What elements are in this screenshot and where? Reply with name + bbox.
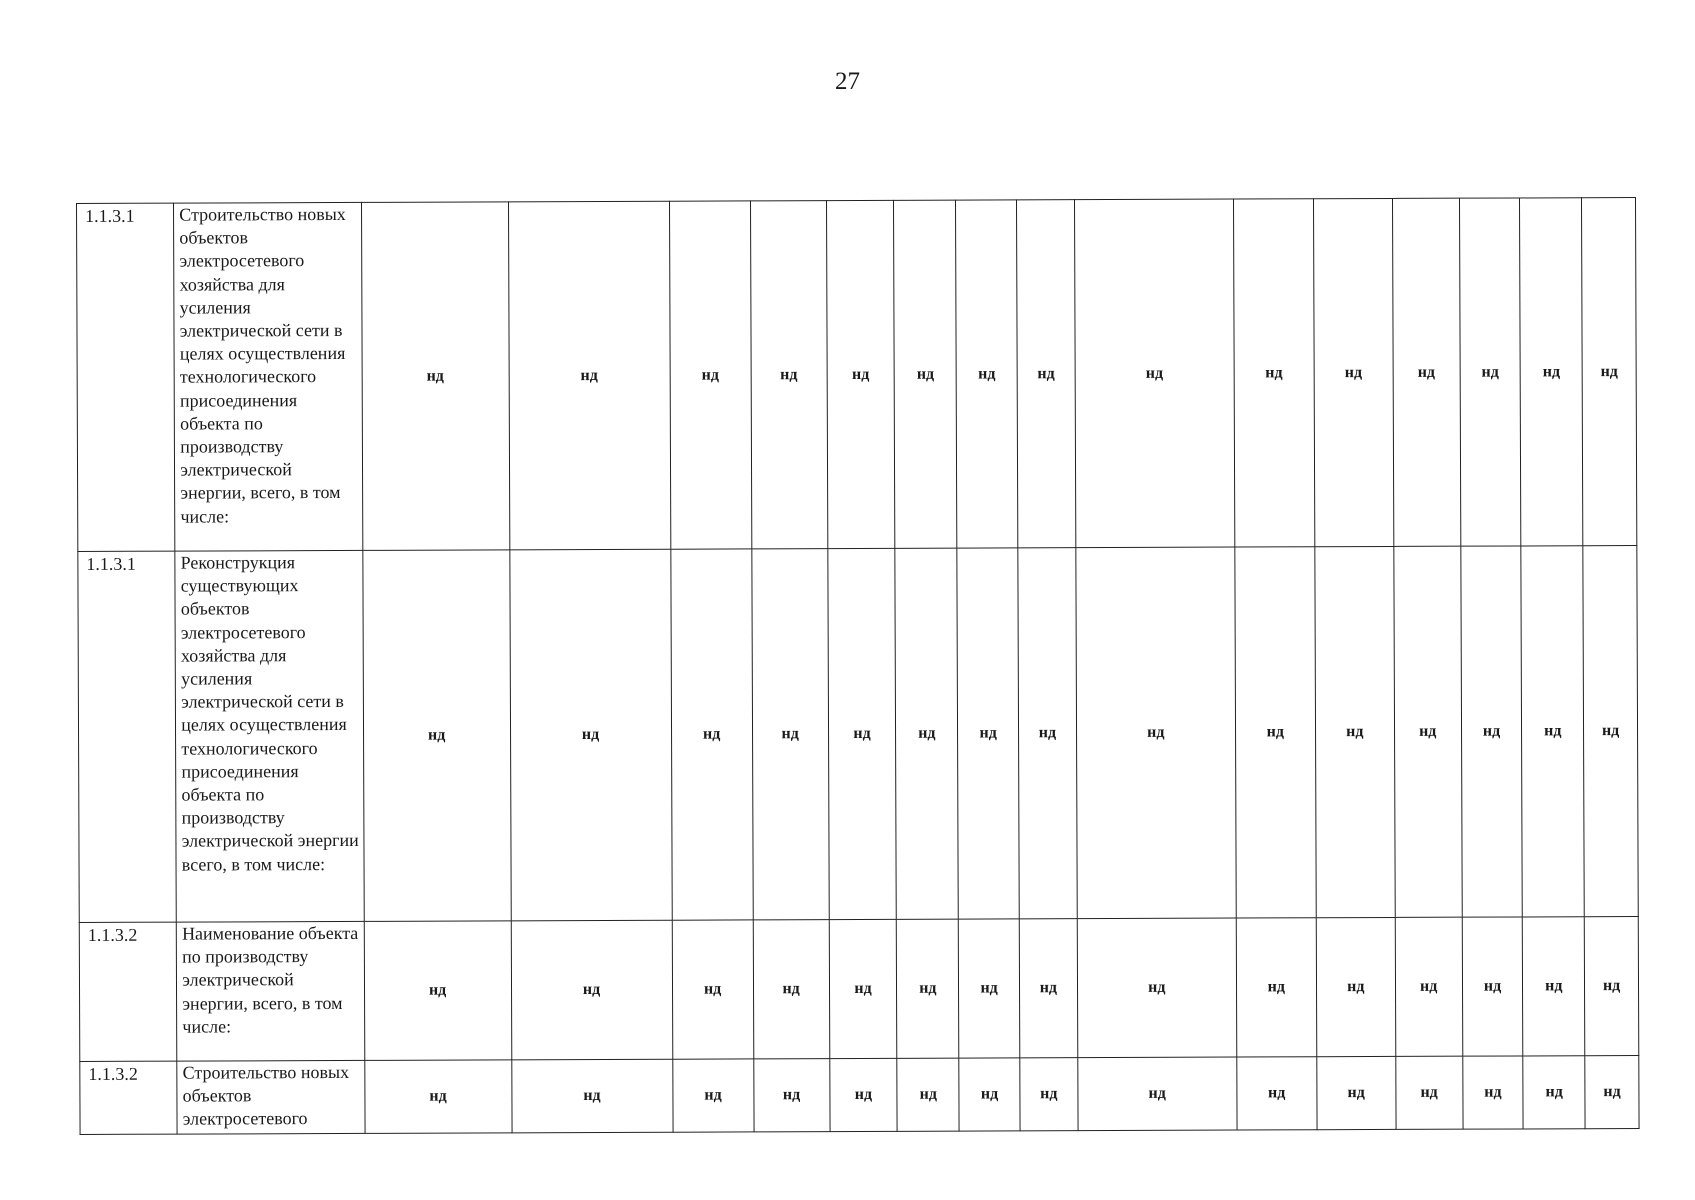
- value-cell: нд: [956, 200, 1018, 548]
- row-description-cell: Строительство новых объектов электросетевого: [177, 1060, 365, 1134]
- value-cell: нд: [895, 548, 958, 919]
- value-cell: нд: [511, 1059, 672, 1133]
- value-cell: нд: [1582, 198, 1637, 546]
- value-cell: нд: [897, 1058, 959, 1131]
- value-cell: нд: [1237, 1057, 1317, 1130]
- row-description-cell: Реконструкция существующих объектов электросетевого хозяйства для усиления электрической сети в целях осуществления технологического присоединения объекта по производству электрической энергии всего, в том числе:: [175, 550, 364, 922]
- value-cell: нд: [1523, 917, 1585, 1056]
- value-cell: нд: [1020, 1058, 1078, 1131]
- row-code-cell: 1.1.3.1: [78, 551, 177, 922]
- value-cell: нд: [1459, 198, 1521, 546]
- table-row: [77, 198, 1637, 552]
- value-cell: нд: [364, 921, 511, 1061]
- value-cell: нд: [1395, 917, 1462, 1056]
- page-number: 27: [835, 68, 860, 95]
- data-table: [76, 197, 1640, 1135]
- value-cell: нд: [1077, 918, 1237, 1058]
- value-cell: нд: [827, 548, 896, 919]
- value-cell: нд: [1462, 1056, 1523, 1129]
- value-cell: нд: [897, 919, 959, 1058]
- value-cell: нд: [361, 202, 509, 551]
- value-cell: нд: [1584, 917, 1638, 1056]
- value-cell: нд: [1317, 1056, 1396, 1129]
- value-cell: нд: [829, 1058, 897, 1131]
- value-cell: нд: [1462, 917, 1523, 1056]
- value-cell: нд: [1016, 200, 1075, 548]
- value-cell: нд: [1313, 198, 1393, 546]
- value-cell: нд: [1396, 1056, 1463, 1129]
- value-cell: нд: [957, 548, 1019, 919]
- value-cell: нд: [669, 201, 751, 549]
- value-cell: нд: [509, 549, 671, 921]
- value-cell: нд: [753, 1059, 829, 1132]
- row-description-cell: Наименование объекта по производству электрической энергии, всего, в том числе:: [176, 921, 364, 1061]
- row-description-cell: Строительство новых объектов электросетевого хозяйства для усиления электрической сети в целях осуществления технологического присоединения объекта по производству электрической энергии, всего, в том числе:: [174, 202, 363, 551]
- value-cell: нд: [670, 549, 752, 920]
- value-cell: нд: [1460, 546, 1522, 917]
- value-cell: нд: [1076, 547, 1236, 919]
- row-code-cell: 1.1.3.2: [79, 922, 177, 1061]
- value-cell: нд: [1077, 1057, 1236, 1131]
- value-cell: нд: [1585, 1056, 1639, 1129]
- value-cell: нд: [894, 200, 957, 548]
- value-cell: нд: [959, 1058, 1020, 1131]
- value-cell: нд: [1235, 547, 1316, 918]
- value-cell: нд: [1233, 199, 1314, 547]
- value-cell: нд: [1019, 919, 1077, 1058]
- value-cell: нд: [1583, 546, 1638, 917]
- value-cell: нд: [753, 920, 830, 1059]
- row-code-cell: 1.1.3.2: [80, 1061, 178, 1134]
- value-cell: нд: [1521, 546, 1584, 917]
- value-cell: нд: [826, 200, 895, 548]
- value-cell: нд: [1316, 917, 1396, 1056]
- value-cell: нд: [1523, 1056, 1585, 1129]
- value-cell: нд: [750, 201, 827, 549]
- table-row: [80, 1056, 1639, 1135]
- value-cell: нд: [364, 1060, 511, 1134]
- table-row: [79, 917, 1639, 1062]
- table-row: [78, 546, 1638, 923]
- value-cell: нд: [672, 1059, 753, 1132]
- value-cell: нд: [508, 201, 670, 550]
- value-cell: нд: [958, 919, 1019, 1058]
- value-cell: нд: [829, 919, 897, 1058]
- value-cell: нд: [362, 550, 510, 922]
- value-cell: нд: [1018, 548, 1077, 919]
- value-cell: нд: [1394, 546, 1462, 917]
- row-code-cell: 1.1.3.1: [77, 203, 176, 551]
- value-cell: нд: [511, 920, 673, 1060]
- value-cell: нд: [672, 920, 754, 1059]
- value-cell: нд: [1520, 198, 1583, 546]
- value-cell: нд: [1074, 199, 1234, 548]
- value-cell: нд: [1236, 918, 1317, 1057]
- value-cell: нд: [751, 549, 828, 920]
- value-cell: нд: [1315, 546, 1395, 917]
- value-cell: нд: [1392, 198, 1460, 546]
